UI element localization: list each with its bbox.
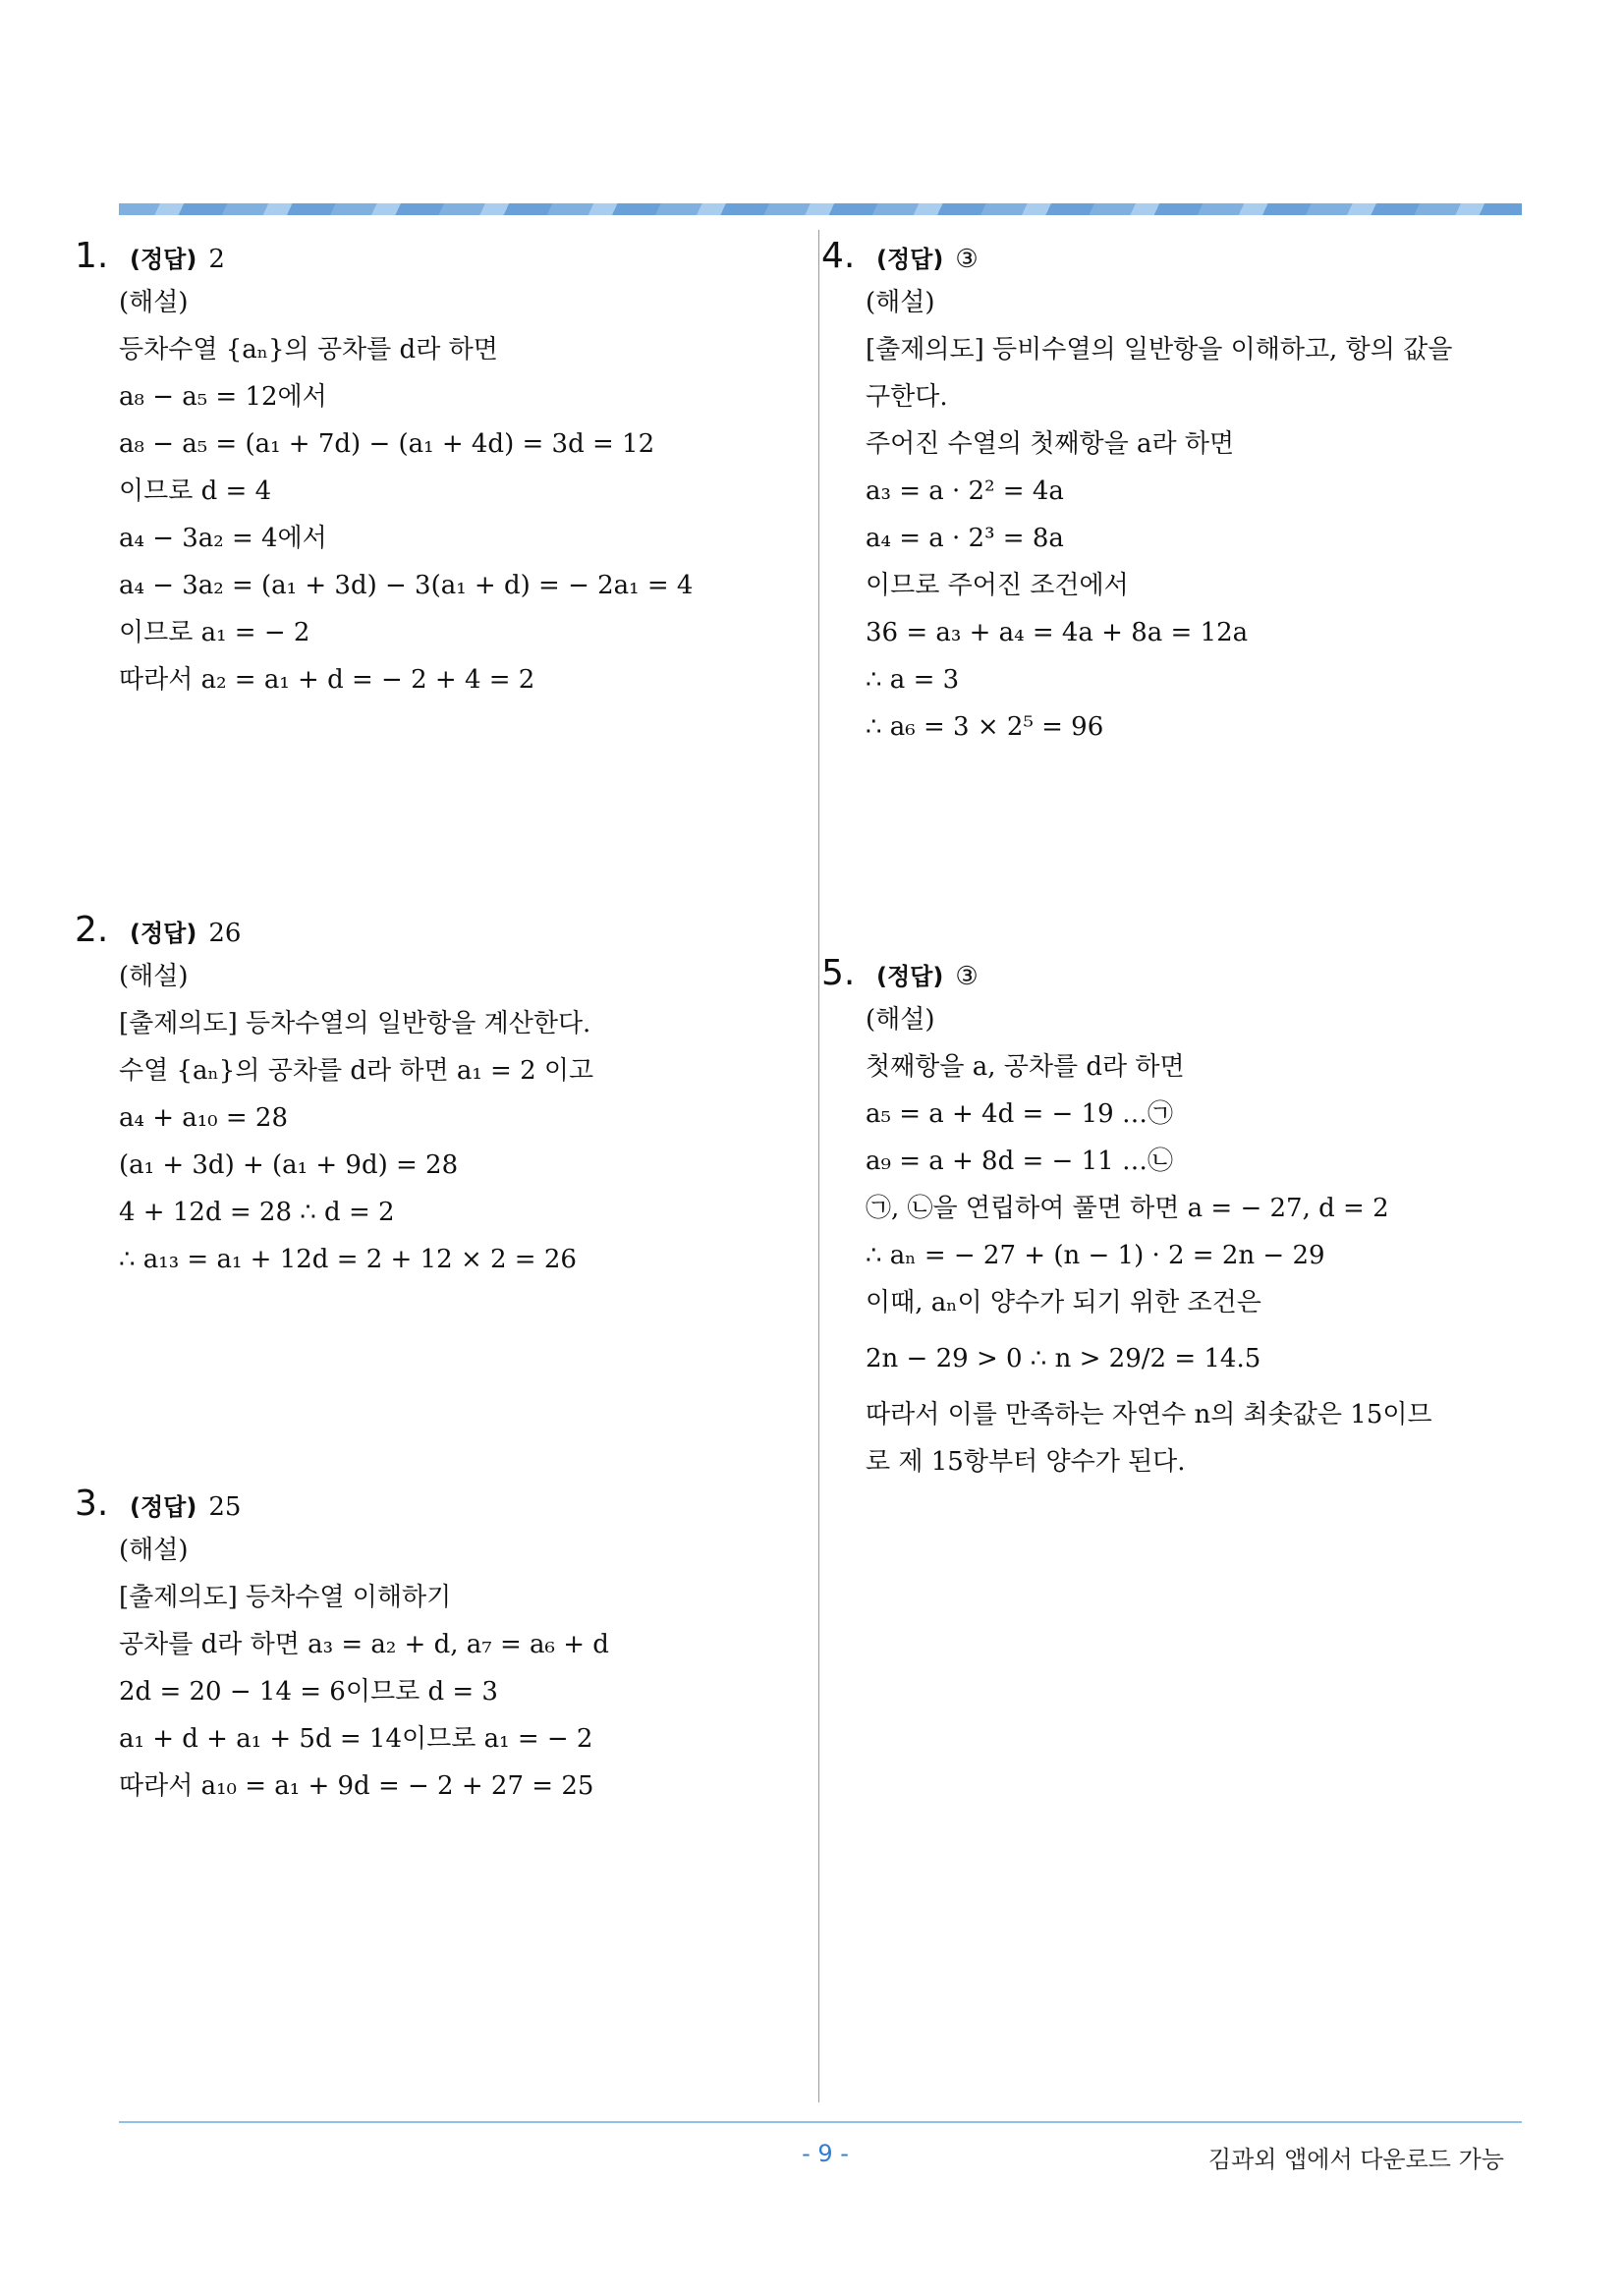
explanation-line: 2d = 20 − 14 = 6이므로 d = 3 <box>119 1677 498 1707</box>
problem-number: 2. <box>75 910 109 950</box>
explanation <box>119 953 787 1283</box>
explanation-line: a₄ − 3a₂ = (a₁ + 3d) − 3(a₁ + d) = − 2a₁ = 4 <box>119 571 694 600</box>
explanation-line: ∴ a = 3 <box>866 665 960 695</box>
explanation <box>866 279 1534 751</box>
problem-header <box>821 236 1534 279</box>
explanation <box>866 996 1534 1485</box>
explanation-line: (해설) <box>866 1005 935 1035</box>
answer-value: ③ <box>955 245 979 274</box>
explanation-line: ㉠, ㉡을 연립하여 풀면 하면 a = − 27, d = 2 <box>866 1194 1389 1223</box>
answer-value: 25 <box>208 1492 242 1522</box>
answer-value: 2 <box>208 245 225 274</box>
explanation-line: a₁ + d + a₁ + 5d = 14이므로 a₁ = − 2 <box>119 1724 593 1754</box>
problem-2 <box>75 910 787 1283</box>
explanation-line: (해설) <box>119 962 189 991</box>
explanation-line: a₃ = a · 2² = 4a <box>866 476 1064 506</box>
answer-tag: (정답) <box>876 246 944 273</box>
explanation-line: a₈ − a₅ = (a₁ + 7d) − (a₁ + 4d) = 3d = 12 <box>119 429 655 459</box>
explanation-line: 이때, aₙ이 양수가 되기 위한 조건은 <box>866 1288 1261 1317</box>
problem-header <box>75 910 787 953</box>
explanation-line: (a₁ + 3d) + (a₁ + 9d) = 28 <box>119 1150 459 1180</box>
answer-tag: (정답) <box>876 963 944 990</box>
explanation-line: a₉ = a + 8d = − 11 …㉡ <box>866 1147 1173 1176</box>
explanation-line: 따라서 이를 만족하는 자연수 n의 최솟값은 15이므 <box>866 1400 1432 1429</box>
problem-5 <box>821 953 1534 1485</box>
explanation-line: 첫째항을 a, 공차를 d라 하면 <box>866 1052 1185 1082</box>
explanation-line: 공차를 d라 하면 a₃ = a₂ + d, a₇ = a₆ + d <box>119 1630 609 1659</box>
problem-number: 5. <box>821 953 856 993</box>
explanation-line: 등차수열 {aₙ}의 공차를 d라 하면 <box>119 335 498 364</box>
answer-tag: (정답) <box>130 246 197 273</box>
problem-3 <box>75 1484 787 1810</box>
explanation-line: ∴ a₁₃ = a₁ + 12d = 2 + 12 × 2 = 26 <box>119 1245 577 1274</box>
explanation-line: a₄ − 3a₂ = 4에서 <box>119 524 327 553</box>
explanation-line: (해설) <box>119 1536 189 1565</box>
explanation-line: 따라서 a₂ = a₁ + d = − 2 + 4 = 2 <box>119 665 535 695</box>
column-divider <box>818 230 819 2102</box>
page-number: - 9 - <box>802 2140 849 2167</box>
explanation-line: [출제의도] 등차수열의 일반항을 계산한다. <box>119 1009 591 1038</box>
explanation-line: ∴ aₙ = − 27 + (n − 1) · 2 = 2n − 29 <box>866 1241 1325 1270</box>
explanation-line: 4 + 12d = 28 ∴ d = 2 <box>119 1198 395 1227</box>
explanation-line: a₈ − a₅ = 12에서 <box>119 382 327 412</box>
explanation-line: (해설) <box>119 288 189 317</box>
problem-header <box>821 953 1534 996</box>
explanation-line: 이므로 d = 4 <box>119 476 272 506</box>
answer-value: 26 <box>208 919 242 948</box>
problem-header <box>75 236 787 279</box>
explanation-line: 2n − 29 > 0 ∴ n > 29/2 = 14.5 <box>866 1344 1261 1373</box>
explanation-line: a₄ = a · 2³ = 8a <box>866 524 1064 553</box>
problem-4 <box>821 236 1534 751</box>
explanation-line: 이므로 a₁ = − 2 <box>119 618 310 647</box>
problem-1 <box>75 236 787 703</box>
answer-value: ③ <box>955 962 979 991</box>
explanation-line: 수열 {aₙ}의 공차를 d라 하면 a₁ = 2 이고 <box>119 1056 594 1086</box>
footer-rule <box>119 2121 1522 2123</box>
explanation-line: a₅ = a + 4d = − 19 …㉠ <box>866 1099 1173 1129</box>
explanation-line: [출제의도] 등비수열의 일반항을 이해하고, 항의 값을 <box>866 335 1453 364</box>
footer-note: 김과외 앱에서 다운로드 가능 <box>1207 2146 1504 2173</box>
explanation-line: 따라서 a₁₀ = a₁ + 9d = − 2 + 27 = 25 <box>119 1771 594 1801</box>
explanation-line: a₄ + a₁₀ = 28 <box>119 1103 288 1133</box>
answer-tag: (정답) <box>130 920 197 947</box>
explanation-line: 로 제 15항부터 양수가 된다. <box>866 1447 1186 1477</box>
explanation-line: (해설) <box>866 288 935 317</box>
explanation <box>119 1527 787 1810</box>
problem-number: 1. <box>75 236 109 276</box>
explanation-line: 이므로 주어진 조건에서 <box>866 571 1129 600</box>
explanation-line: 36 = a₃ + a₄ = 4a + 8a = 12a <box>866 618 1249 647</box>
problem-number: 4. <box>821 236 856 276</box>
explanation-line: 구한다. <box>866 382 948 412</box>
explanation <box>119 279 787 703</box>
problem-number: 3. <box>75 1484 109 1524</box>
problem-header <box>75 1484 787 1527</box>
explanation-line: ∴ a₆ = 3 × 2⁵ = 96 <box>866 712 1104 742</box>
explanation-line: 주어진 수열의 첫째항을 a라 하면 <box>866 429 1235 459</box>
explanation-line: [출제의도] 등차수열 이해하기 <box>119 1583 452 1612</box>
answer-tag: (정답) <box>130 1493 197 1521</box>
header-stripe <box>119 203 1522 215</box>
